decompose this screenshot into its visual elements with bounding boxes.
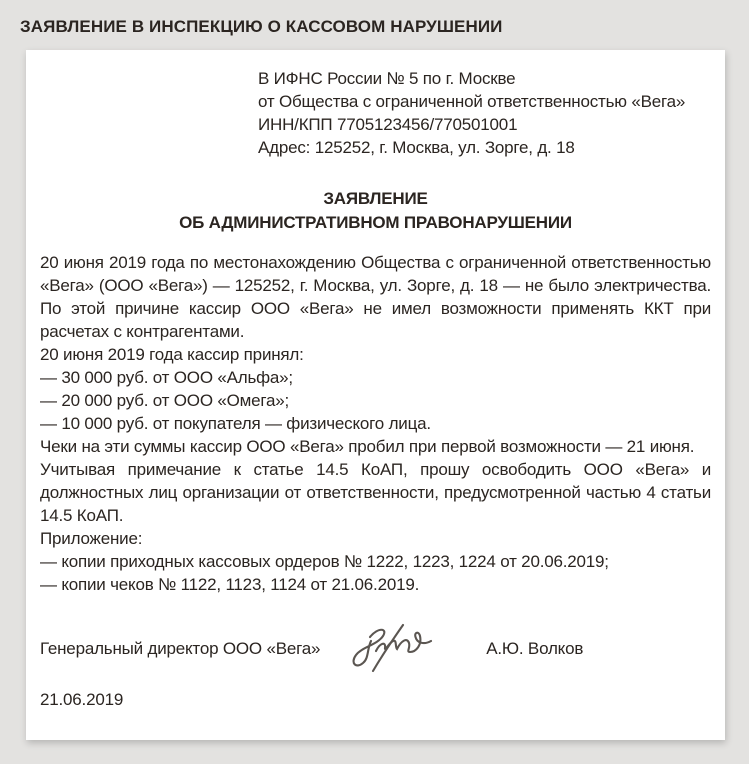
recipient-line: В ИФНС России № 5 по г. Москве xyxy=(258,69,516,88)
document-date: 21.06.2019 xyxy=(40,690,124,709)
page-header xyxy=(0,0,749,50)
signature-icon xyxy=(340,622,452,674)
paragraph: 20 июня 2019 года кассир принял: xyxy=(40,345,304,364)
paragraph: — копии приходных кассовых ордеров № 1222, 1223, 1224 от 20.06.2019; xyxy=(40,552,609,571)
recipient-line: от Общества с ограниченной ответственностью «Вега» xyxy=(258,92,686,111)
document-title-line1: ЗАЯВЛЕНИЕ xyxy=(323,189,428,208)
recipient-line: ИНН/КПП 7705123456/770501001 xyxy=(258,115,518,134)
paragraph: — 20 000 руб. от ООО «Омега»; xyxy=(40,391,290,410)
document-title xyxy=(40,187,711,235)
paragraph: — 10 000 руб. от покупателя — физического лица. xyxy=(40,414,431,433)
document-title-line2: ОБ АДМИНИСТРАТИВНОМ ПРАВОНАРУШЕНИИ xyxy=(179,213,572,232)
signer-position: Генеральный директор ООО «Вега» xyxy=(40,638,321,658)
paragraph: Учитывая примечание к статье 14.5 КоАП, прошу освободить ООО «Вега» и должностных лиц организации от ответственности, предусмотренной частью 4 статьи 14.5 КоАП. xyxy=(40,460,711,525)
paragraph: — копии чеков № 1122, 1123, 1124 от 21.06.2019. xyxy=(40,575,420,594)
page-title: ЗАЯВЛЕНИЕ В ИНСПЕКЦИЮ О КАССОВОМ НАРУШЕНИИ xyxy=(20,17,503,36)
paragraph: — 30 000 руб. от ООО «Альфа»; xyxy=(40,368,293,387)
recipient-line: Адрес: 125252, г. Москва, ул. Зорге, д. 18 xyxy=(258,138,575,157)
recipient-block xyxy=(258,67,711,159)
document-body xyxy=(40,251,711,596)
paragraph: Чеки на эти суммы кассир ООО «Вега» пробил при первой возможности — 21 июня. xyxy=(40,437,695,456)
signer-name: А.Ю. Волков xyxy=(486,638,584,658)
signature-row xyxy=(40,622,711,674)
paragraph: 20 июня 2019 года по местонахождению Общества с ограниченной ответственностью «Вега» (ООО «Вега») — 125252, г. Москва, ул. Зорге, д. 18 — не было электричества. По этой причине кассир ООО «Вега» не имел возможности применять ККТ при расчетах с контрагентами. xyxy=(40,253,711,341)
paragraph: Приложение: xyxy=(40,529,143,548)
document-paper xyxy=(26,50,725,740)
